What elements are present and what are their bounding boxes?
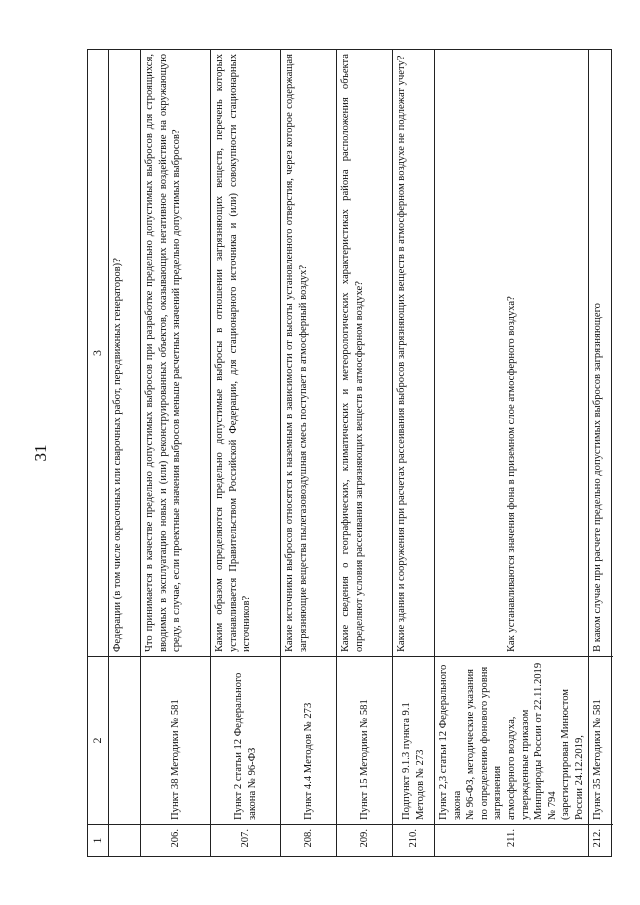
row-reference: Пункт 2 статьи 12 Федерального закона № 96-ФЗ: [211, 656, 280, 824]
row-number: 212.: [589, 824, 613, 856]
row-question: Какие здания и сооружения при расчетах рассеивания выбросов загрязняющих веществ в атмосферном воздухе не подлежат учету?: [396, 55, 407, 652]
row-number: 207.: [211, 824, 280, 856]
row-question: Федерации (в том числе окрасочных или сварочных работ, передвижных генераторов)?: [112, 258, 123, 652]
page-number: 31: [31, 444, 50, 462]
row-number: [109, 824, 140, 856]
row-number: 209.: [337, 824, 392, 856]
row-question: Какие сведения о географических, климатических и метеорологических характеристиках района расположения объекта определяют условия рассеивания загрязняющих веществ в атмосферном воздухе?: [340, 54, 365, 652]
row-question: В каком случае при расчете предельно допустимых выбросов загрязняющего: [592, 303, 603, 652]
row-number: 208.: [281, 824, 336, 856]
table-row: [280, 50, 336, 856]
row-reference: Пункт 35 Методики № 581: [589, 656, 613, 824]
row-reference: Подпункт 9.1.3 пункта 9.1 Методов № 273: [393, 656, 434, 824]
table-row: [210, 50, 280, 856]
row-reference: Пункт 38 Методики № 581: [141, 656, 210, 824]
row-reference: Пункт 15 Методики № 581: [337, 656, 392, 824]
row-reference: [109, 656, 140, 824]
table-row-continuation: [108, 50, 140, 856]
row-number: 210.: [393, 824, 434, 856]
header-col-2: 2: [88, 656, 108, 824]
row-number: 206.: [141, 824, 210, 856]
header-col-1: 1: [88, 824, 108, 856]
table-wrapper: [87, 49, 612, 857]
questions-table: [87, 49, 612, 857]
row-reference: Пункт 4.4 Методов № 273: [281, 656, 336, 824]
table-row: [392, 50, 434, 856]
table-header-row: [88, 50, 108, 856]
row-question: Что принимается в качестве предельно допустимых выбросов при разработке предельно допустимых выбросов для строящихся, вводимых в эксплуатацию новых и (или) реконструированных объектов, оказывающих негативное воздействие на окружающую среду, в случае, если проектные значения выбросов меньше расчетных значений предельно допустимых выбросов?: [144, 54, 183, 652]
table-row: [336, 50, 392, 856]
row-question: Как устанавливаются значения фона в приземном слое атмосферного воздуха?: [505, 296, 517, 652]
row-reference: Пункт 2,3 статьи 12 Федерального закона № 96-ФЗ, методические указания по определению фонового уровня загрязнения атмосферного воздуха, утвержденные приказом Минприроды России от 22.11.2019 № 794 (зарегистрирован Минюстом России 24.12.2019,: [435, 656, 588, 824]
row-question: Какие источники выбросов относятся к наземным в зависимости от высоты установленного отверстия, через которое содержащая загрязняющие вещества пылегазовоздушная смесь поступает в атмосферный воздух?: [284, 54, 309, 652]
table-row: [434, 50, 588, 856]
table-row: [588, 50, 613, 856]
header-col-3: 3: [90, 350, 104, 356]
row-question: Каким образом определяются предельно допустимые выбросы в отношении загрязняющих веществ, перечень которых устанавливается Правительством Российской Федерации, для стационарного источника и (или) совокупности стационарных источников?: [214, 54, 253, 652]
row-number: 211.: [435, 824, 588, 856]
table-row: [140, 50, 210, 856]
